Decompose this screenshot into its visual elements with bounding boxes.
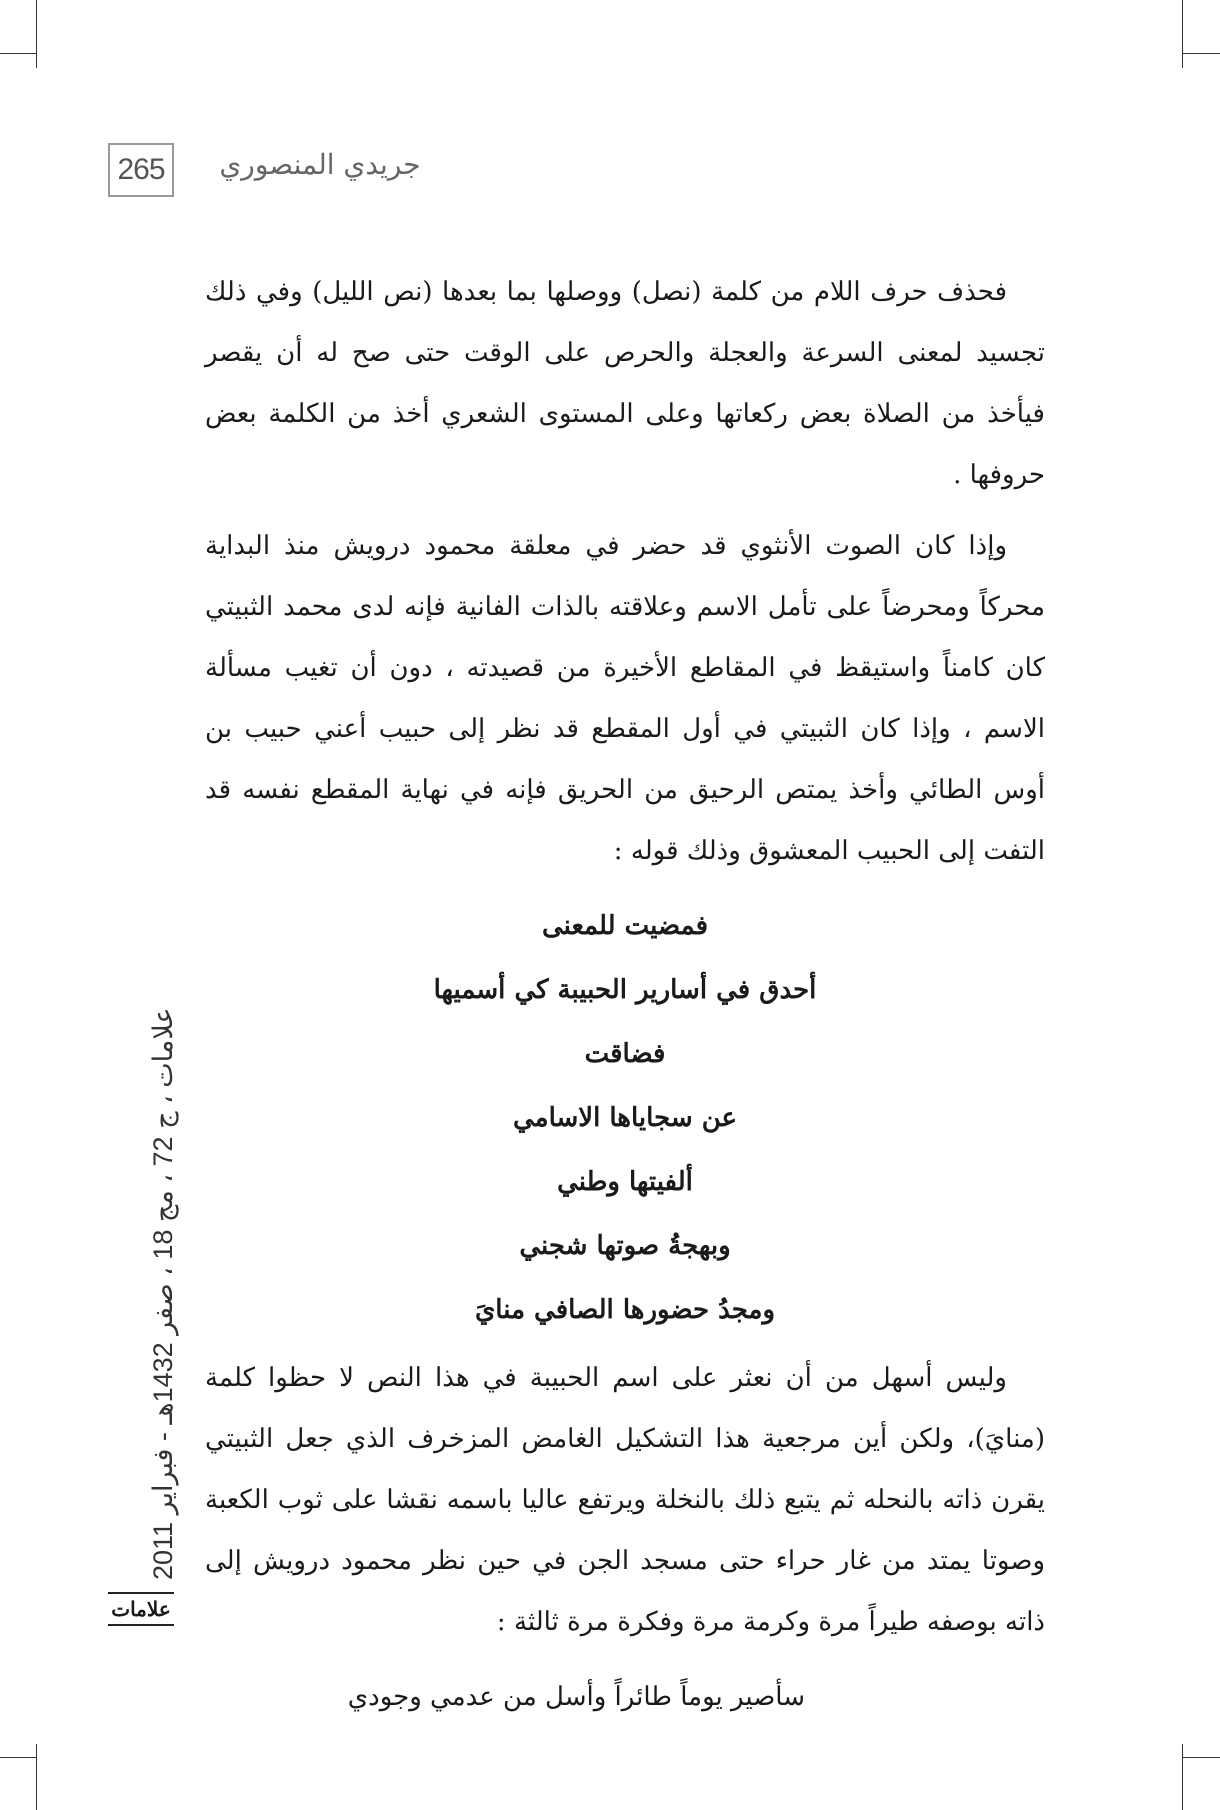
verse-line: ألفيتها وطني: [557, 1167, 693, 1197]
verse-line: وبهجةُ صوتها شجني: [519, 1231, 731, 1261]
crop-mark: [36, 0, 37, 68]
crop-mark: [36, 1744, 37, 1810]
journal-logo: علامات: [108, 1592, 174, 1626]
article-body: [205, 262, 1045, 1728]
paragraph-3: وليس أسهل من أن نعثر على اسم الحبيبة في هذا النص لا حظوا كلمة (منايَ)، ولكن أين مرجعية هذا التشكيل الغامض المزخرف الذي جعل الثبيتي يقرن ذاته بالنحله ثم يتبع ذلك بالنخلة ويرتفع عاليا باسمه نقشا على ثوب الكعبة وصوتا يمتد من غار حراء حتى مسجد الجن في حين نظر محمود درويش إلى ذاته بوصفه طيراً مرة وكرمة مرة وفكرة مرة ثالثة :: [205, 1363, 1045, 1637]
poem-excerpt: [205, 894, 1045, 1342]
journal-citation: علامات ، ج 72 ، مج 18 ، صفر 1432هـ - فبراير 2011: [148, 1007, 178, 1580]
crop-mark: [0, 1757, 36, 1758]
page-number: 265: [108, 143, 174, 197]
verse-line: فضاقت: [584, 1039, 666, 1069]
verse-line: فمضيت للمعنى: [541, 911, 709, 941]
quoted-verse: سأصير يوماً طائراً وأسل من عدمي وجودي: [347, 1682, 805, 1712]
verse-line: أحدق في أسارير الحبيبة كي أسميها: [433, 975, 817, 1005]
crop-mark: [1182, 0, 1183, 68]
verse-line: ومجدُ حضورها الصافي منايَ: [474, 1295, 776, 1325]
verse-line: عن سجاياها الاسامي: [512, 1103, 738, 1133]
crop-mark: [1182, 1744, 1183, 1810]
crop-mark: [1182, 1757, 1220, 1758]
paragraph-2: وإذا كان الصوت الأنثوي قد حضر في معلقة محمود درويش منذ البداية محركاً ومحرضاً على تأمل الاسم وعلاقته بالذات الفانية فإنه لدى محمد الثبيتي كان كامناً واستيقظ في المقاطع الأخيرة من قصيدته ، دون أن تغيب مسألة الاسم ، وإذا كان الثبيتي في أول المقطع قد نظر إلى حبيب أعني حبيب بن أوس الطائي وأخذ يمتص الرحيق من الحريق فإنه في نهاية المقطع نفسه قد التفت إلى الحبيب المعشوق وذلك قوله :: [205, 531, 1045, 866]
running-head: جريدي المنصوري: [219, 148, 421, 181]
crop-mark: [0, 53, 36, 54]
paragraph-1: فحذف حرف اللام من كلمة (نصل) ووصلها بما بعدها (نص الليل) وفي ذلك تجسيد لمعنى السرعة والعجلة والحرص على الوقت حتى صح له أن يقصر فيأخذ من الصلاة بعض ركعاتها وعلى المستوى الشعري أخذ من الكلمة بعض حروفها .: [205, 277, 1045, 490]
crop-mark: [1182, 53, 1220, 54]
